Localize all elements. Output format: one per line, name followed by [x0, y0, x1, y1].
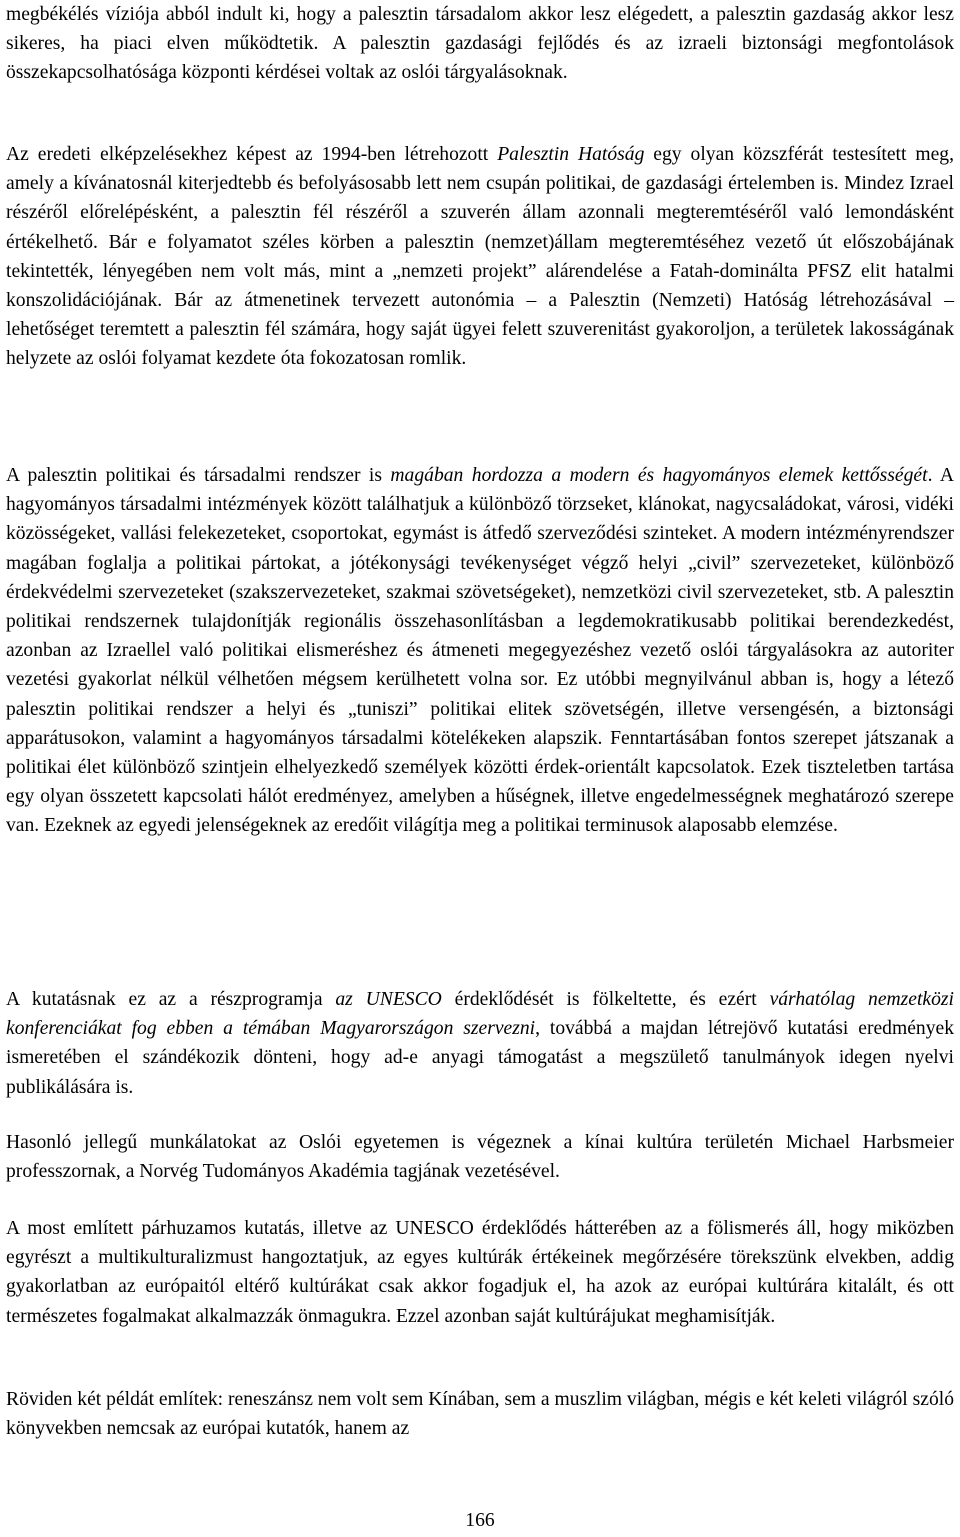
paragraph-unesco-subprogram — [6, 985, 954, 1102]
paragraph-text: . A hagyományos társadalmi intézmények között találhatjuk a különböző törzseket, klánokat, nagycsaládokat, városi, vidéki közösségeket, vallási felekezeteket, csoportokat, egymást is átfedő szerveződési szinteket. A modern intézményrendszer magában foglalja a politikai pártokat, a jótékonysági tevékenységet végző helyi „civil” szervezeteket, különböző érdekvédelmi szervezeteket (szakszervezeteket, szakmai szövetségeket), nemzetközi civil szervezeteket, stb. A palesztin politikai rendszernek tulajdonítják regionális összehasonlításban a legdemokratikusabb politikai berendezkedést, azonban az Izraellel való politikai elismeréshez és átmeneti megegyezéshez vezető oslói tárgyalásokra az autoriter vezetési gyakorlat nélkül vélhetően mégsem kerülhetett volna sor. Ez utóbbi megnyilvánul abban is, hogy a létező palesztin politikai rendszer a helyi és „tuniszi” politikai elitek szövetségén, illetve versengésén, a biztonsági apparátusokon, valamint a hagyományos társadalmi kötelékeken alapszik. Fenntartásában fontos szerepet játszanak a politikai élet különböző szintjein elhelyezkedő személyek közötti érdek-orientált kapcsolatok. Ezek tiszteletben tartása egy olyan összetett kapcsolati hálót eredményez, amelyben a hűségnek, illetve engedelmességnek meghatározó szerepe van. Ezeknek az egyedi jelenségeknek az eredőit világítja meg a politikai terminusok alaposabb elemzése. — [6, 465, 954, 837]
paragraph-text: érdeklődését is fölkeltette, és ezért — [441, 989, 770, 1010]
paragraph-text: megbékélés víziója abból indult ki, hogy a palesztin társadalom akkor lesz elégedett, a palesztin gazdaság akkor lesz sikeres, ha piaci elven működtetik. A palesztin gazdasági fejlődés és az izraeli biztonsági megfontolások összekapcsolhatósága központi kérdései voltak az oslói tárgyalásoknak. — [6, 4, 954, 84]
paragraph-political-system — [6, 461, 954, 841]
paragraph-text: egy olyan közszférát testesített meg, amely a kívánatosnál kiterjedtebb és befolyásosabb lett nem csupán politikai, de gazdasági értelemben is. Mindez Izrael részéről előrelépésként, a palesztin fél részéről a szuverén állam azonnali megteremtéséről való lemondásként értékelhető. Bár e folyamatot széles körben a palesztin (nemzet)állam megteremtéséhez vezető út előszobájának tekintették, lényegében nem volt más, mint a „nemzeti projekt” alárendelése a Fatah-dominálta PFSZ elit hatalmi konszolidációjának. Bár az átmenetinek tervezett autonómia – a Palesztin (Nemzeti) Hatóság létrehozásával – lehetőséget teremtett a palesztin fél számára, hogy saját ügyei felett szuverenitást gyakoroljon, a területek lakosságának helyzete az oslói folyamat kezdete óta fokozatosan romlik. — [6, 144, 954, 370]
paragraph-oslo-university — [6, 1128, 954, 1186]
paragraph-text: A most említett párhuzamos kutatás, illetve az UNESCO érdeklődés hátterében az a fölismerés áll, hogy miközben egyrészt a multikulturalizmust hangoztatjuk, az egyes kultúrák értékeinek megőrzésére törekszünk elvekben, addig gyakorlatban az európaitól eltérő kultúrákat csak akkor fogadjuk el, ha azok az európai kultúrára kitalált, és ott természetes fogalmakat alkalmazzák önmagukra. Ezzel azonban saját kultúrájukat meghamisítják. — [6, 1218, 954, 1327]
paragraph-text: A palesztin politikai és társadalmi rendszer is — [6, 465, 391, 486]
paragraph-palestinian-authority — [6, 140, 954, 374]
italic-emphasis: magában hordozza a modern és hagyományos elemek kettősségét — [390, 465, 928, 486]
italic-term: Palesztin Hatóság — [497, 144, 645, 165]
paragraph-oslo-negotiations — [6, 0, 954, 88]
italic-emphasis: az UNESCO — [335, 989, 442, 1010]
italic-emphasis: várhatólag nemzetközi konferenciákat fog ebben a témában Magyarországon szervezni — [6, 989, 954, 1040]
paragraph-examples — [6, 1385, 954, 1443]
paragraph-text: A kutatásnak ez az a részprogramja — [6, 989, 336, 1010]
paragraph-text: Hasonló jellegű munkálatokat az Oslói egyetemen is végeznek a kínai kultúra területén Michael Harbsmeier professzornak, a Norvég Tudományos Akadémia tagjának vezetésével. — [6, 1132, 954, 1183]
paragraph-text: Az eredeti elképzelésekhez képest az 1994-ben létrehozott — [6, 144, 498, 165]
paragraph-multiculturalism — [6, 1214, 954, 1331]
paragraph-text: , továbbá a majdan létrejövő kutatási eredmények ismeretében el szándékozik dönteni, hogy ad-e anyagi támogatást a megszülető tanulmányok idegen nyelvi publikálására is. — [6, 1018, 954, 1098]
paragraph-text: Röviden két példát említek: reneszánsz nem volt sem Kínában, sem a muszlim világban, mégis e két keleti világról szóló könyvekben nemcsak az európai kutatók, hanem az — [6, 1389, 954, 1440]
page-number: 166 — [465, 1510, 495, 1531]
